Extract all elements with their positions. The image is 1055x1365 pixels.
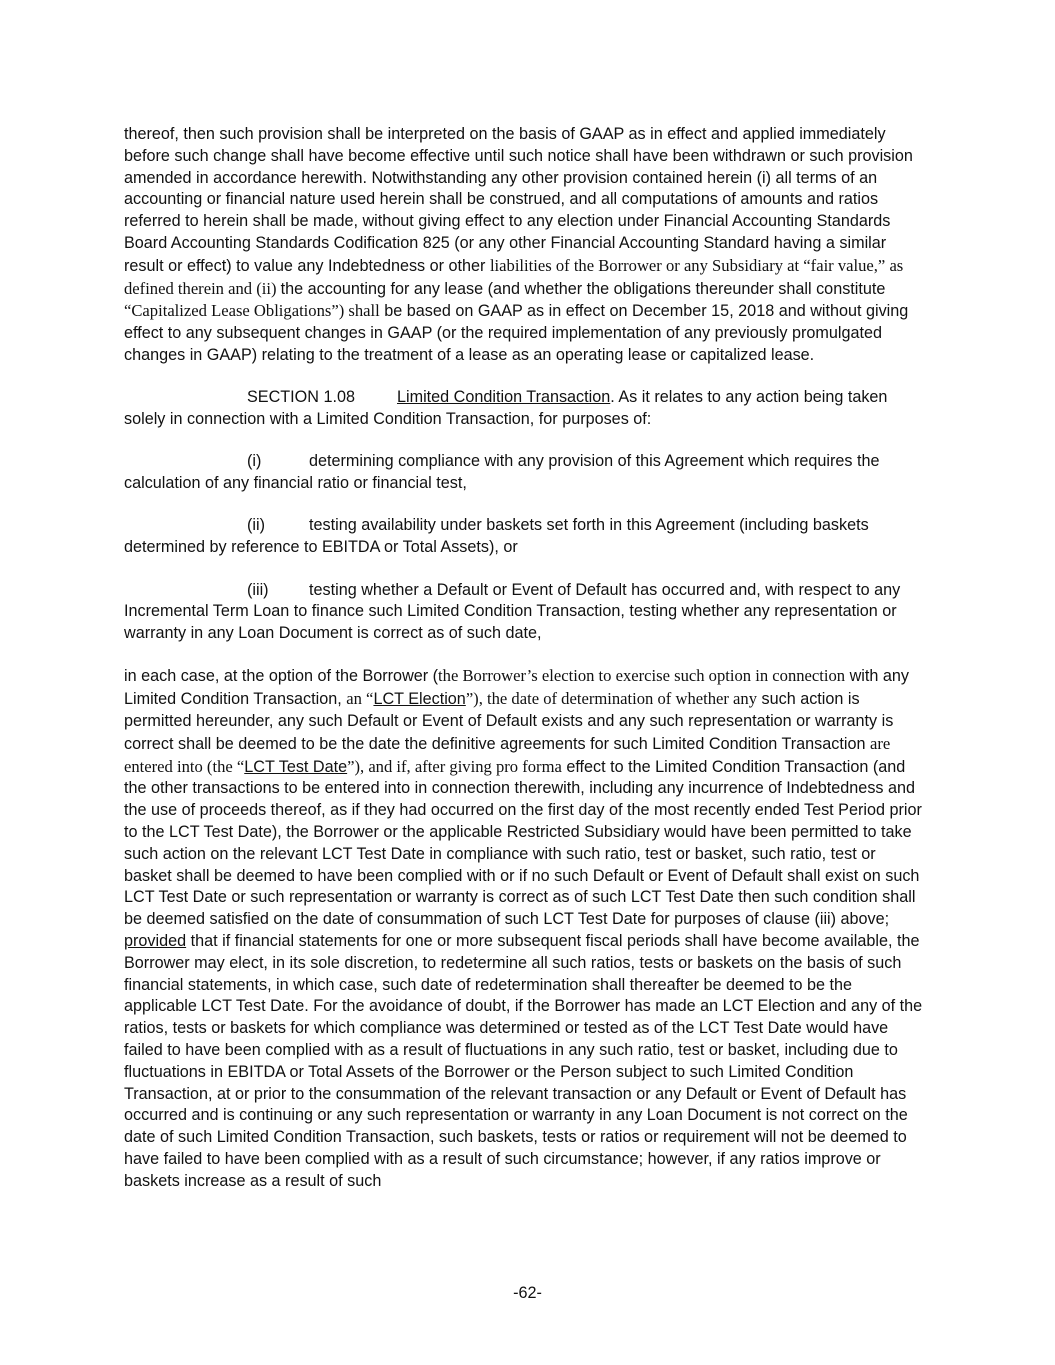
final-text-b: the Borrower’s election to exercise such option in connection bbox=[438, 666, 846, 686]
final-text-j: ”), and if, after giving pro forma bbox=[347, 756, 562, 776]
final-text-f: ”), the date of determination of whether any bbox=[465, 689, 758, 709]
intro-text-part3: the accounting for any lease (and whether the obligations thereunder shall constitute bbox=[280, 279, 886, 298]
section-number: SECTION 1.08 bbox=[247, 388, 355, 407]
final-text-a: in each case, at the option of the Borrower ( bbox=[124, 667, 439, 686]
clause-text: testing whether a Default or Event of Default has occurred and, with respect to any Incremental Term Loan to finance such Limited Condition Transaction, testing whether any representation or warranty in any Loan Document is correct as of such date, bbox=[124, 580, 901, 643]
final-paragraph bbox=[124, 665, 924, 1192]
section-intro-text: . As it relates to any action being taken solely in connection with a Limited Condition Transaction, for purposes of: bbox=[124, 388, 888, 429]
document-page bbox=[124, 124, 924, 1193]
page-number: -62- bbox=[513, 1284, 542, 1302]
clause-text: determining compliance with any provision of this Agreement which requires the calculation of any financial ratio or financial test, bbox=[124, 452, 880, 493]
final-text-g: such action is permitted hereunder, any such Default or Event of Default exists and any such representation or warranty is correct shall be deemed to be the date the definitive agreements for such Limited Condition Transaction bbox=[124, 690, 894, 753]
clause-item bbox=[124, 580, 924, 645]
final-text-d: an “ bbox=[346, 689, 374, 709]
final-text-k: effect to the Limited Condition Transaction (and the other transactions to be entered into in connection therewith, including any incurrence of Indebtedness and the use of proceeds thereof, as if they had occurred on the first day of the most recently ended Test Period prior to the LCT Test Date), the Borrower or the applicable Restricted Subsidiary would have been permitted to take such action on the relevant LCT Test Date in compliance with such ratio, test or basket, such ratio, test or basket shall be deemed to have been complied with or if no such Default or Event of Default shall exist on such LCT Test Date or such representation or warranty is correct as of such LCT Test Date then such condition shall be deemed satisfied on the date of consummation of such LCT Test Date for purposes of clause (iii) above; bbox=[124, 757, 922, 929]
lct-election-term: LCT Election bbox=[373, 690, 466, 709]
clause-number: (i) bbox=[247, 452, 262, 471]
final-text-m: that if financial statements for one or more subsequent fiscal periods shall have become available, the Borrower may elect, in its sole discretion, to redetermine all such ratios, tests or baskets on the basis of such financial statements, in which case, such date of redetermination shall thereafter be deemed to be the applicable LCT Test Date. For the avoidance of doubt, if the Borrower has made an LCT Election and any of the ratios, tests or baskets for which compliance was determined or tested as of the LCT Test Date would have failed to have been complied with as a result of fluctuations in any such ratio, test or basket, including due to fluctuations in EBITDA or Total Assets of the Borrower or the Person subject to such Limited Condition Transaction, at or prior to the consummation of the relevant transaction or any Default or Event of Default has occurred and is continuing or any such representation or warranty in any Loan Document is not correct on the date of such Limited Condition Transaction, such baskets, tests or ratios or requirement will not be deemed to have failed to have been complied with as a result of such circumstance; however, if any ratios improve or baskets increase as a result of such bbox=[124, 932, 923, 1190]
clause-item bbox=[124, 515, 924, 559]
clause-number: (ii) bbox=[247, 516, 265, 535]
clause-item bbox=[124, 451, 924, 495]
final-text-h: are entered into (the “ bbox=[124, 733, 891, 776]
clause-text: testing availability under baskets set forth in this Agreement (including baskets determined by reference to EBITDA or Total Assets), or bbox=[124, 516, 869, 557]
intro-text-part2: liabilities of the Borrower or any Subsidiary at “fair value,” as defined therein and (ii) bbox=[124, 255, 904, 298]
intro-text-part4: “Capitalized Lease Obligations”) shall bbox=[124, 301, 380, 321]
clause-number: (iii) bbox=[247, 580, 269, 599]
section-title: Limited Condition Transaction bbox=[397, 388, 611, 407]
intro-paragraph bbox=[124, 124, 924, 367]
intro-text-part1: thereof, then such provision shall be interpreted on the basis of GAAP as in effect and applied immediately before such change shall have become effective until such notice shall have been withdrawn or such provision amended in accordance herewith. Notwithstanding any other provision contained herein (i) all terms of an accounting or financial nature used herein shall be construed, and all computations of amounts and ratios referred to herein shall be made, without giving effect to any election under Financial Accounting Standards Board Accounting Standards Codification 825 (or any other Financial Accounting Standard having a similar result or effect) to value any Indebtedness or other bbox=[124, 125, 913, 275]
intro-text-part5: be based on GAAP as in effect on December 15, 2018 and without giving effect to any subsequent changes in GAAP (or the required implementation of any previously promulgated changes in GAAP) relating to the treatment of a lease as an operating lease or capitalized lease. bbox=[124, 302, 909, 364]
provided-term: provided bbox=[124, 932, 187, 950]
lct-test-date-term: LCT Test Date bbox=[244, 757, 348, 776]
final-text-c: with any Limited Condition Transaction, bbox=[124, 667, 909, 709]
section-1-08-heading bbox=[124, 387, 924, 431]
